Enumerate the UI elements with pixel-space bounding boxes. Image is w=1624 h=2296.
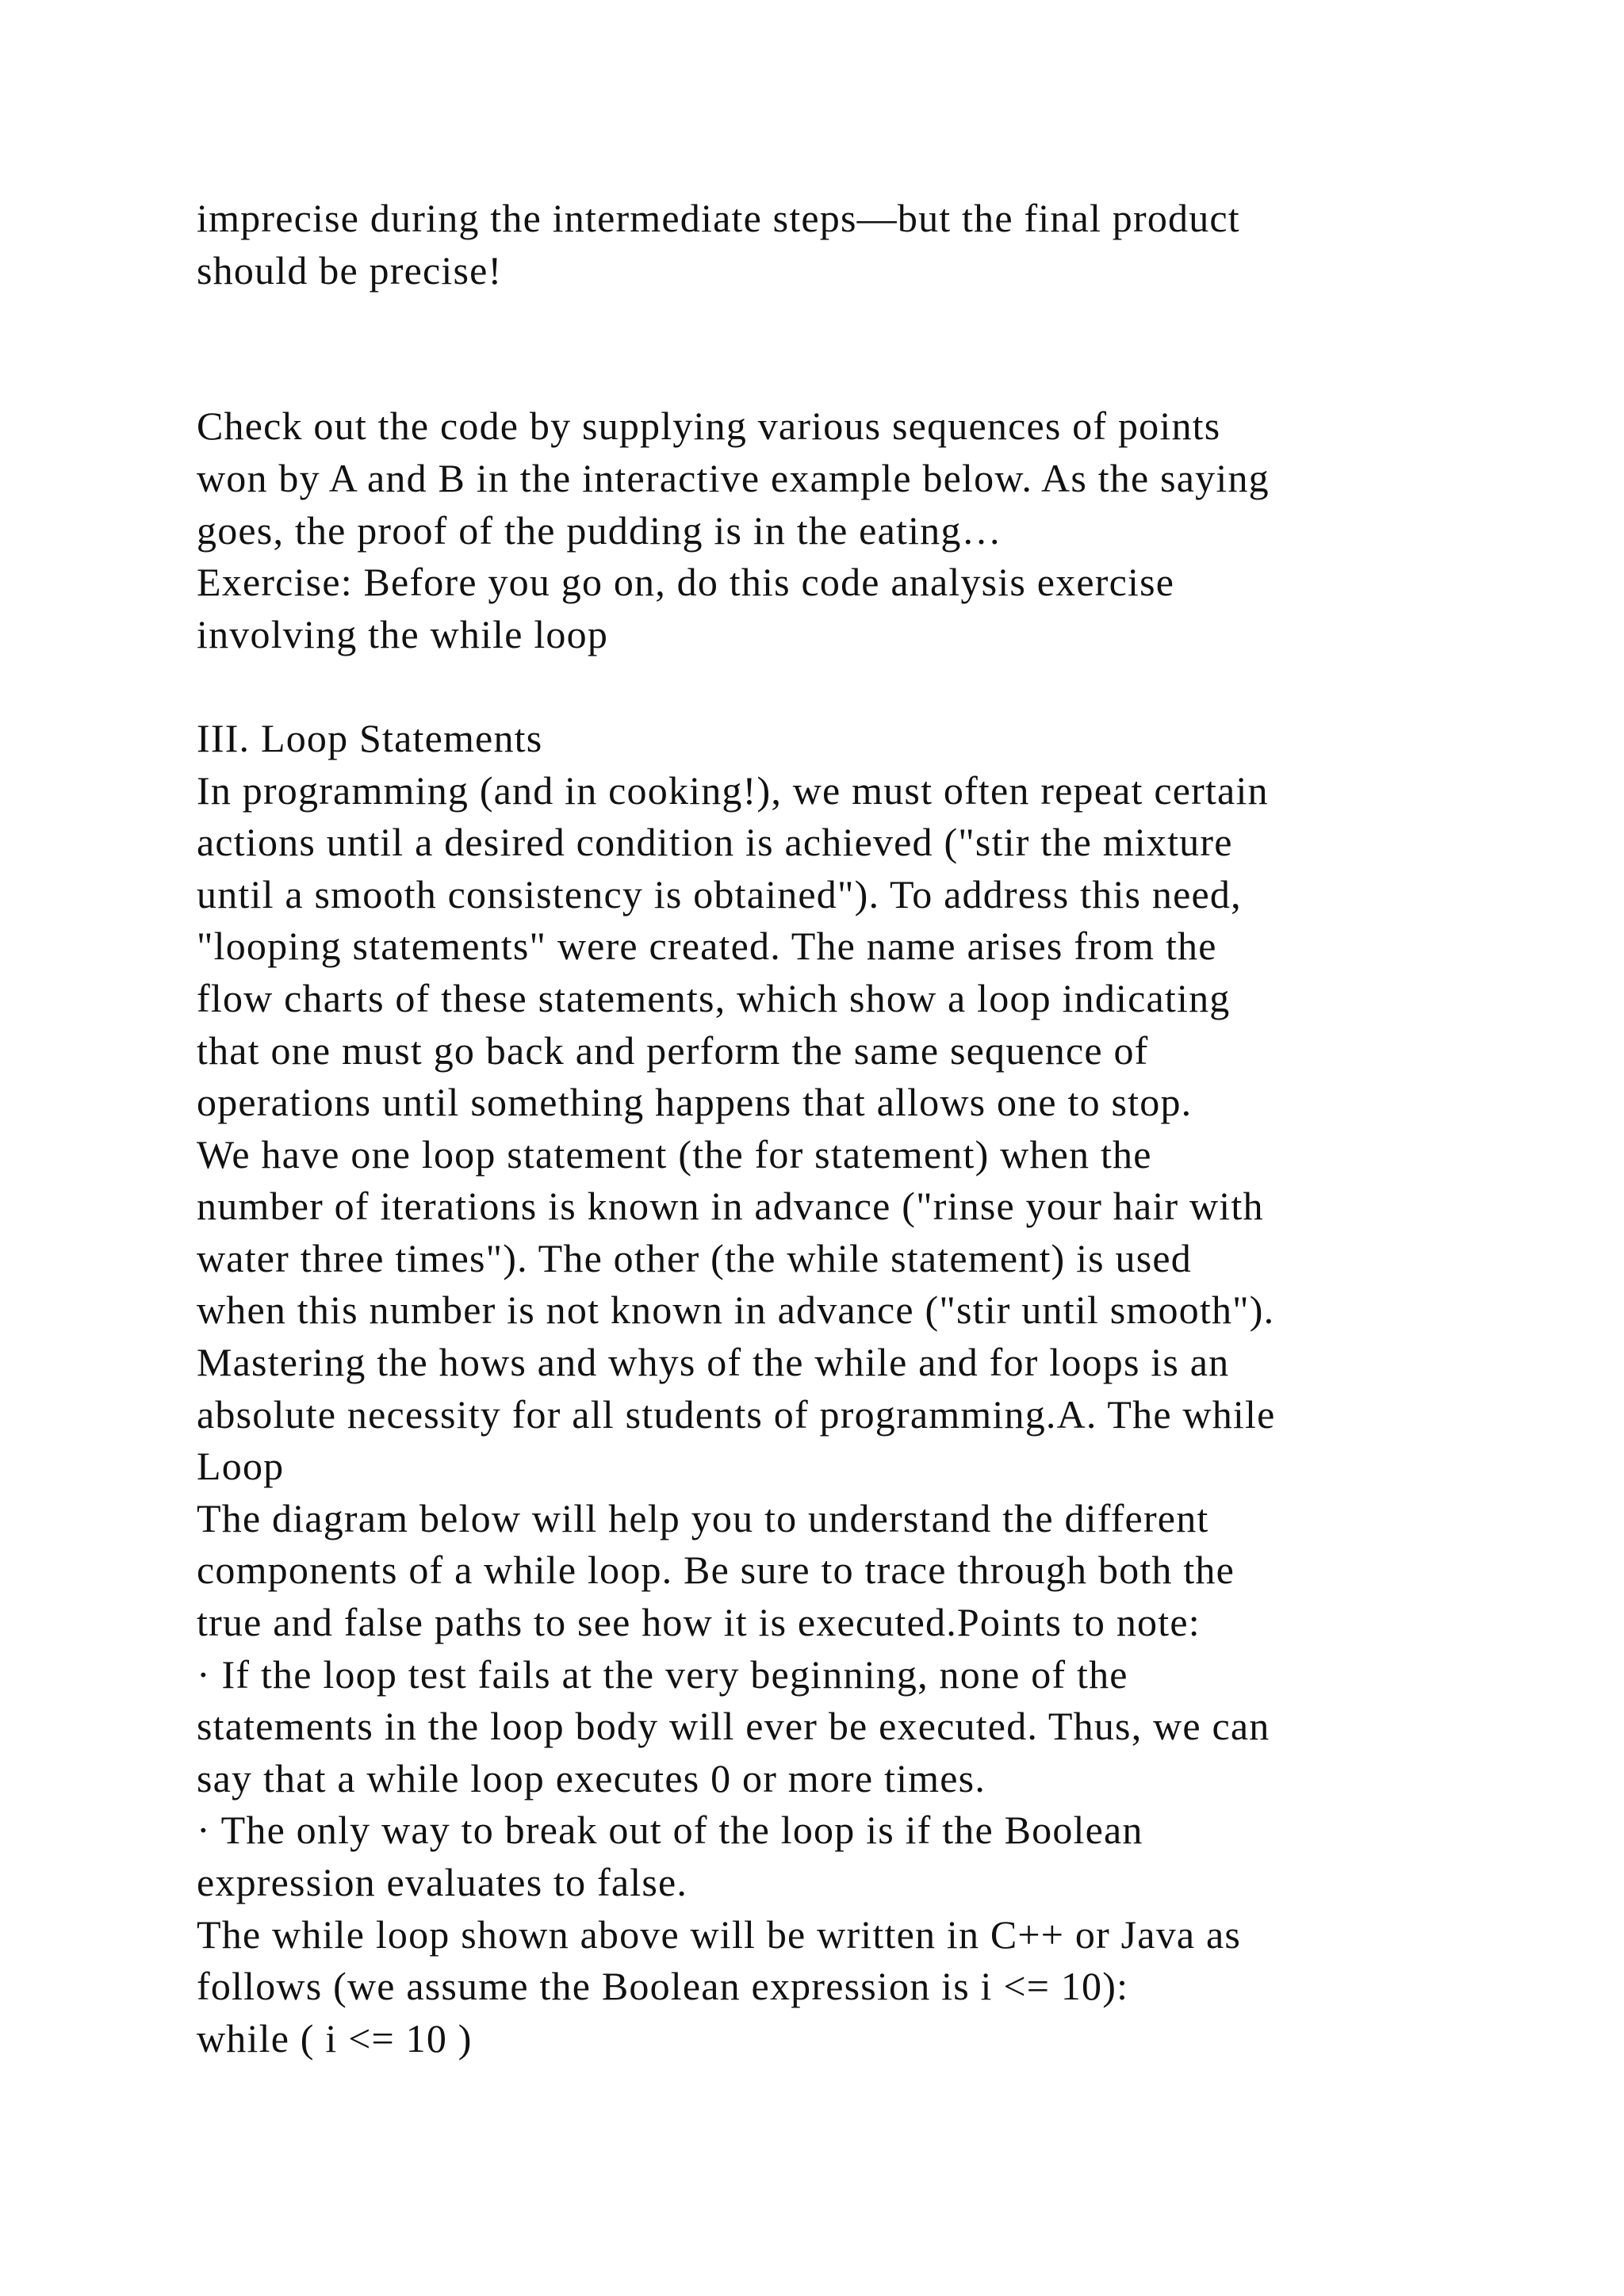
text-line: absolute necessity for all students of programming.A. The while [197, 1391, 1276, 1437]
blank-line [197, 660, 1481, 713]
text-line: expression evaluates to false. [197, 1860, 688, 1904]
text-line: The while loop shown above will be written in C++ or Java as [197, 1911, 1242, 1957]
text-line: · The only way to break out of the loop is if the Boolean [197, 1808, 1143, 1853]
blank-line [197, 297, 1481, 349]
text-line: imprecise during the intermediate steps—but the final product [197, 196, 1240, 240]
text-line: Check out the code by supplying various sequences of points [197, 404, 1221, 449]
text-line: when this number is not known in advance ("stir until smooth"). [197, 1288, 1275, 1333]
text-line: operations until something happens that allows one to stop. [197, 1080, 1193, 1125]
text-line: that one must go back and perform the same sequence of [197, 1027, 1149, 1073]
text-line: should be precise! [197, 247, 503, 293]
document-page [197, 193, 1481, 2064]
text-line: true and false paths to see how it is executed.Points to note: [197, 1600, 1201, 1645]
text-line: won by A and B in the interactive example below. As the saying [197, 455, 1270, 500]
text-line: until a smooth consistency is obtained"). To address this need, [197, 871, 1242, 916]
text-line: Mastering the hows and whys of the while and for loops is an [197, 1340, 1230, 1385]
text-line: · If the loop test fails at the very beginning, none of the [197, 1651, 1128, 1697]
text-line: "looping statements" were created. The name arises from the [197, 924, 1217, 969]
text-line: involving the while loop [197, 611, 609, 656]
text-line: The diagram below will help you to understand the different [197, 1495, 1209, 1540]
text-line: follows (we assume the Boolean expression is i <= 10): [197, 1964, 1129, 2009]
text-line: We have one loop statement (the for statement) when the [197, 1131, 1152, 1177]
text-line: goes, the proof of the pudding is in the eating… [197, 507, 1002, 553]
text-line: In programming (and in cooking!), we must often repeat certain [197, 767, 1269, 813]
text-line: actions until a desired condition is achieved ("stir the mixture [197, 820, 1233, 865]
text-line: flow charts of these statements, which show a loop indicating [197, 975, 1231, 1020]
text-line: components of a while loop. Be sure to trace through both the [197, 1548, 1235, 1593]
blank-line [197, 349, 1481, 401]
text-line: while ( i <= 10 ) [197, 2015, 473, 2061]
text-line: statements in the loop body will ever be executed. Thus, we can [197, 1704, 1270, 1749]
text-line: Exercise: Before you go on, do this code analysis exercise [197, 560, 1175, 605]
section-heading: III. Loop Statements [197, 715, 543, 760]
text-line: say that a while loop executes 0 or more times. [197, 1755, 986, 1800]
text-line: water three times"). The other (the while statement) is used [197, 1235, 1192, 1280]
text-line: number of iterations is known in advance ("rinse your hair with [197, 1184, 1264, 1229]
text-line: Loop [197, 1444, 285, 1489]
